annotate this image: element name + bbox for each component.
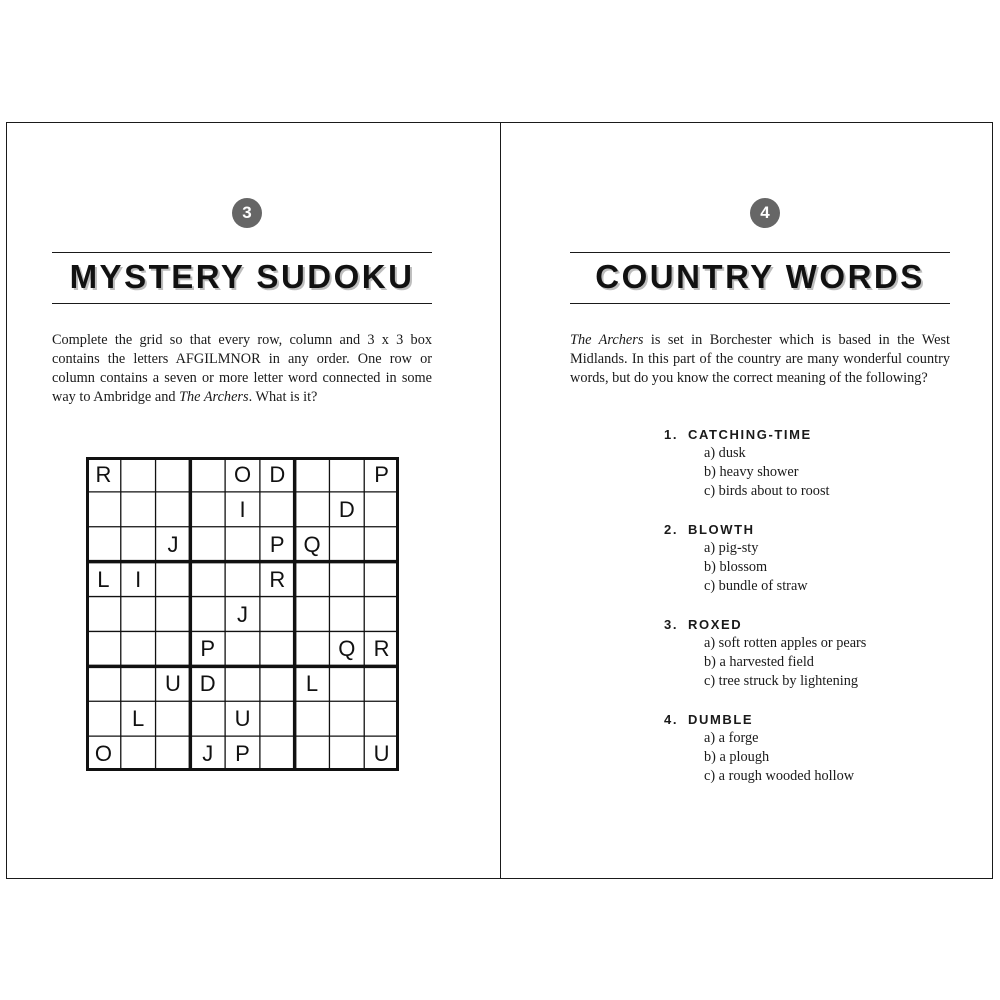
sudoku-given-cell: D bbox=[269, 462, 286, 487]
sudoku-given-cell: P bbox=[374, 462, 389, 487]
puzzle-number-badge: 4 bbox=[750, 198, 780, 228]
instructions-question: . What is it? bbox=[248, 389, 318, 405]
sudoku-empty-cell bbox=[190, 562, 225, 597]
sudoku-empty-cell bbox=[295, 631, 330, 666]
answer-option: a) dusk bbox=[704, 445, 746, 461]
sudoku-empty-cell bbox=[225, 527, 260, 562]
sudoku-empty-cell bbox=[329, 562, 364, 597]
sudoku-empty-cell bbox=[156, 631, 191, 666]
sudoku-given-cell: D bbox=[199, 671, 216, 697]
sudoku-empty-cell bbox=[156, 492, 191, 527]
sudoku-empty-cell bbox=[260, 597, 295, 632]
sudoku-empty-cell bbox=[156, 562, 191, 597]
sudoku-empty-cell bbox=[329, 701, 364, 736]
sudoku-empty-cell bbox=[295, 457, 330, 492]
answer-option: b) blossom bbox=[704, 558, 768, 575]
sudoku-empty-cell bbox=[121, 631, 156, 666]
sudoku-empty-cell bbox=[156, 597, 191, 632]
sudoku-empty-cell bbox=[364, 701, 399, 736]
answer-option: b) a plough bbox=[704, 748, 770, 765]
sudoku-empty-cell bbox=[86, 492, 121, 527]
sudoku-empty-cell bbox=[86, 631, 121, 666]
sudoku-given-cell: J bbox=[202, 741, 214, 767]
puzzle-instructions bbox=[52, 331, 432, 407]
answer-option: c) birds about to roost bbox=[704, 482, 830, 499]
sudoku-empty-cell bbox=[86, 527, 121, 562]
question-number: 1. bbox=[664, 427, 679, 442]
sudoku-empty-cell bbox=[190, 492, 225, 527]
answer-option: c) tree struck by lightening bbox=[704, 672, 859, 689]
instructions-title-italic: The Archers bbox=[570, 332, 644, 348]
sudoku-given-cell: L bbox=[305, 671, 319, 697]
sudoku-empty-cell bbox=[121, 492, 156, 527]
sudoku-given-cell: O bbox=[94, 741, 112, 767]
question-heading bbox=[664, 616, 866, 634]
sudoku-empty-cell bbox=[329, 457, 364, 492]
question-item bbox=[664, 711, 854, 785]
sudoku-empty-cell bbox=[156, 701, 191, 736]
sudoku-empty-cell bbox=[156, 457, 191, 492]
sudoku-given-cell: P bbox=[200, 636, 216, 662]
sudoku-empty-cell bbox=[295, 736, 330, 771]
sudoku-empty-cell bbox=[260, 631, 295, 666]
title-rule-bottom bbox=[52, 303, 432, 304]
left-page bbox=[7, 123, 501, 878]
answer-option: b) a harvested field bbox=[704, 653, 814, 670]
sudoku-empty-cell bbox=[295, 562, 330, 597]
question-item bbox=[664, 616, 866, 690]
sudoku-given-cell: P bbox=[235, 741, 250, 767]
sudoku-empty-cell bbox=[260, 666, 295, 701]
sudoku-empty-cell bbox=[329, 666, 364, 701]
question-heading bbox=[664, 426, 829, 444]
title-rule-top bbox=[570, 252, 950, 253]
answer-option: c) bundle of straw bbox=[704, 577, 808, 594]
sudoku-grid bbox=[86, 457, 399, 771]
instructions-title-italic: The Archers bbox=[179, 389, 249, 405]
question-number: 3. bbox=[664, 617, 679, 632]
sudoku-empty-cell bbox=[295, 701, 330, 736]
sudoku-given-cell: R bbox=[95, 462, 112, 487]
sudoku-given-cell: L bbox=[132, 706, 145, 732]
sudoku-empty-cell bbox=[329, 527, 364, 562]
question-heading bbox=[664, 711, 854, 729]
question-word: CATCHING-TIME bbox=[688, 427, 812, 442]
sudoku-given-cell: U bbox=[234, 706, 251, 732]
question-word: DUMBLE bbox=[688, 712, 754, 727]
sudoku-empty-cell bbox=[225, 666, 260, 701]
answer-option: a) a forge bbox=[704, 730, 759, 746]
sudoku-empty-cell bbox=[121, 736, 156, 771]
sudoku-empty-cell bbox=[86, 701, 121, 736]
sudoku-given-cell: I bbox=[239, 496, 246, 522]
sudoku-empty-cell bbox=[364, 492, 399, 527]
answer-option: a) soft rotten apples or pears bbox=[704, 635, 867, 651]
title-rule-top bbox=[52, 252, 432, 253]
title-rule-bottom bbox=[570, 303, 950, 304]
sudoku-given-cell: P bbox=[269, 531, 285, 557]
sudoku-given-cell: L bbox=[97, 566, 110, 592]
sudoku-given-cell: O bbox=[233, 462, 252, 487]
sudoku-empty-cell bbox=[364, 527, 399, 562]
sudoku-empty-cell bbox=[364, 666, 399, 701]
sudoku-empty-cell bbox=[295, 492, 330, 527]
sudoku-empty-cell bbox=[295, 597, 330, 632]
question-item bbox=[664, 521, 808, 595]
question-word: ROXED bbox=[688, 617, 743, 632]
sudoku-empty-cell bbox=[260, 701, 295, 736]
puzzle-number-badge: 3 bbox=[232, 198, 262, 228]
sudoku-empty-cell bbox=[190, 597, 225, 632]
sudoku-empty-cell bbox=[190, 701, 225, 736]
sudoku-empty-cell bbox=[225, 631, 260, 666]
puzzle-instructions bbox=[570, 331, 950, 388]
sudoku-given-cell: D bbox=[338, 496, 355, 522]
sudoku-empty-cell bbox=[121, 666, 156, 701]
sudoku-given-cell: Q bbox=[338, 636, 356, 662]
sudoku-given-cell: U bbox=[165, 671, 181, 697]
page-title: COUNTRY WORDS bbox=[595, 258, 925, 295]
sudoku-given-cell: J bbox=[237, 601, 248, 627]
page-title: MYSTERY SUDOKU bbox=[69, 258, 415, 295]
sudoku-empty-cell bbox=[121, 527, 156, 562]
instructions-text: Complete the grid so that every row, column and 3 x 3 box contains the letters AFGILMNOR in any order. One row or column contains a seven or more letter word connected in some way to Ambridge and bbox=[52, 332, 432, 405]
sudoku-empty-cell bbox=[121, 597, 156, 632]
sudoku-empty-cell bbox=[156, 736, 191, 771]
sudoku-given-cell: Q bbox=[303, 531, 321, 557]
sudoku-empty-cell bbox=[225, 562, 260, 597]
sudoku-empty-cell bbox=[190, 527, 225, 562]
question-item bbox=[664, 426, 829, 500]
sudoku-given-cell: R bbox=[269, 566, 286, 592]
sudoku-empty-cell bbox=[121, 457, 156, 492]
sudoku-given-cell: R bbox=[373, 636, 390, 662]
answer-option: c) a rough wooded hollow bbox=[704, 767, 855, 784]
sudoku-empty-cell bbox=[86, 597, 121, 632]
sudoku-empty-cell bbox=[364, 562, 399, 597]
sudoku-empty-cell bbox=[329, 597, 364, 632]
question-number: 2. bbox=[664, 522, 679, 537]
question-word: BLOWTH bbox=[688, 522, 755, 537]
sudoku-empty-cell bbox=[86, 666, 121, 701]
sudoku-empty-cell bbox=[329, 736, 364, 771]
sudoku-empty-cell bbox=[260, 736, 295, 771]
sudoku-empty-cell bbox=[364, 597, 399, 632]
answer-option: b) heavy shower bbox=[704, 463, 799, 480]
answer-option: a) pig-sty bbox=[704, 540, 759, 556]
sudoku-empty-cell bbox=[190, 457, 225, 492]
sudoku-given-cell: U bbox=[373, 741, 390, 767]
instructions-text: is set in Borchester which is based in the West Midlands. In this part of the country are many wonderful country words, but do you know the correct meaning of the following? bbox=[570, 332, 951, 386]
sudoku-given-cell: I bbox=[135, 566, 142, 592]
question-heading bbox=[664, 521, 808, 539]
question-number: 4. bbox=[664, 712, 679, 727]
sudoku-empty-cell bbox=[260, 492, 295, 527]
sudoku-given-cell: J bbox=[167, 531, 179, 557]
